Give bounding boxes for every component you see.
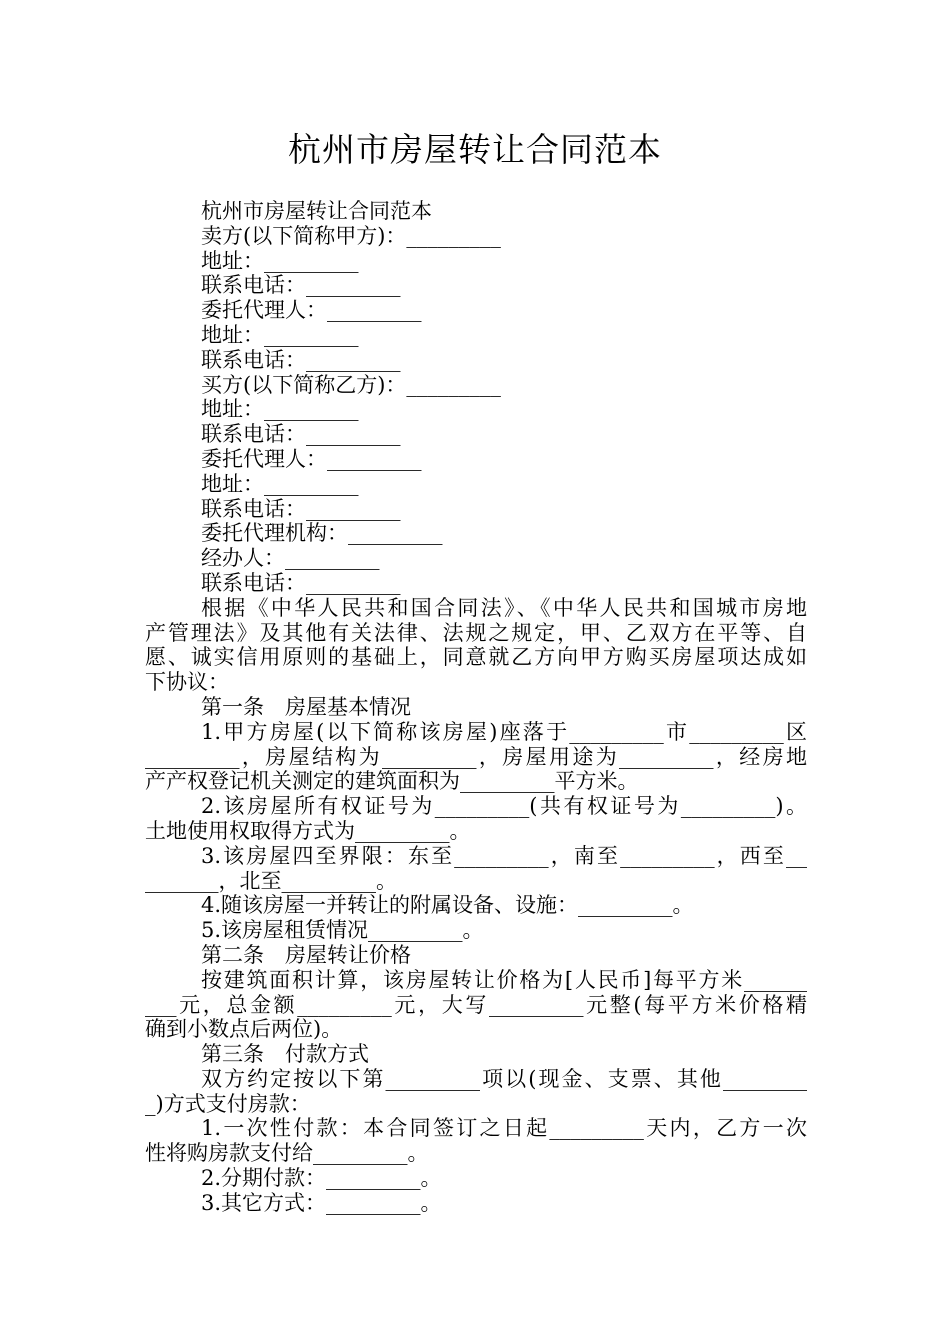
document-line: 第一条 房屋基本情况: [201, 694, 411, 719]
document-body: [145, 199, 807, 1216]
document-line: 联系电话：_________: [201, 422, 401, 447]
document-line: 4.随该房屋一并转让的附属设备、设施：_________。: [201, 893, 694, 918]
document-line: 5.该房屋租赁情况_________。: [201, 918, 484, 943]
document-line: 双方约定按以下第_________项以(现金、支票、其他________: [201, 1066, 807, 1091]
document-line: 根据《中华人民共和国合同法》、《中华人民共和国城市房地: [201, 595, 807, 620]
document-line: 委托代理机构：_________: [201, 521, 443, 546]
document-line: 愿、诚实信用原则的基础上，同意就乙方向甲方购买房屋项达成如: [145, 645, 807, 670]
document-line: 产产权登记机关测定的建筑面积为_________平方米。: [145, 769, 639, 794]
document-line: _________，房屋结构为_________，房屋用途为_________，经房地: [145, 744, 807, 769]
document-line: 1.一次性付款：本合同签订之日起_________天内，乙方一次: [201, 1116, 807, 1141]
document-line: 联系电话：_________: [201, 570, 401, 595]
document-line: 地址：_________: [201, 248, 359, 273]
document-line: 经办人：_________: [201, 546, 380, 571]
document-line: 性将购房款支付给_________。: [145, 1141, 429, 1166]
document-line: 2.分期付款：_________。: [201, 1166, 442, 1191]
document-line: 3.该房屋四至界限：东至_________，南至_________，西至__: [201, 843, 807, 868]
document-line: 买方(以下简称乙方)：_________: [201, 372, 501, 397]
document-line: 杭州市房屋转让合同范本: [201, 199, 432, 223]
document-line: ___元，总金额_________元，大写_________元整(每平方米价格精: [145, 992, 807, 1017]
document-line: 按建筑面积计算，该房屋转让价格为[人民币]每平方米______: [201, 967, 807, 992]
document-line: _)方式支付房款：: [145, 1091, 311, 1116]
document-line: 地址：_________: [201, 397, 359, 422]
document-line: 联系电话：_________: [201, 347, 401, 372]
document-line: 1.甲方房屋(以下简称该房屋)座落于_________市_________区: [201, 719, 807, 744]
document-title: 杭州市房屋转让合同范本: [288, 130, 662, 169]
document-line: 确到小数点后两位)。: [145, 1017, 343, 1042]
document-line: 联系电话：_________: [201, 496, 401, 521]
document-line: 土地使用权取得方式为_________。: [145, 818, 471, 843]
document-line: 联系电话：_________: [201, 273, 401, 298]
document-line: 地址：_________: [201, 471, 359, 496]
document-line: 3.其它方式：_________。: [201, 1190, 442, 1215]
document-line: 地址：_________: [201, 322, 359, 347]
document-line: 卖方(以下简称甲方)：_________: [201, 223, 501, 248]
document-line: 2.该房屋所有权证号为_________(共有权证号为_________)。: [201, 794, 807, 819]
document-line: 第二条 房屋转让价格: [201, 942, 411, 967]
document-line: 第三条 付款方式: [201, 1042, 369, 1067]
document-line: 委托代理人：_________: [201, 446, 422, 471]
document-line: 下协议：: [145, 670, 229, 695]
document-line: _______，北至_________。: [145, 868, 397, 893]
document-line: 委托代理人：_________: [201, 298, 422, 323]
document-line: 产管理法》及其他有关法律、法规之规定，甲、乙双方在平等、自: [145, 620, 807, 645]
